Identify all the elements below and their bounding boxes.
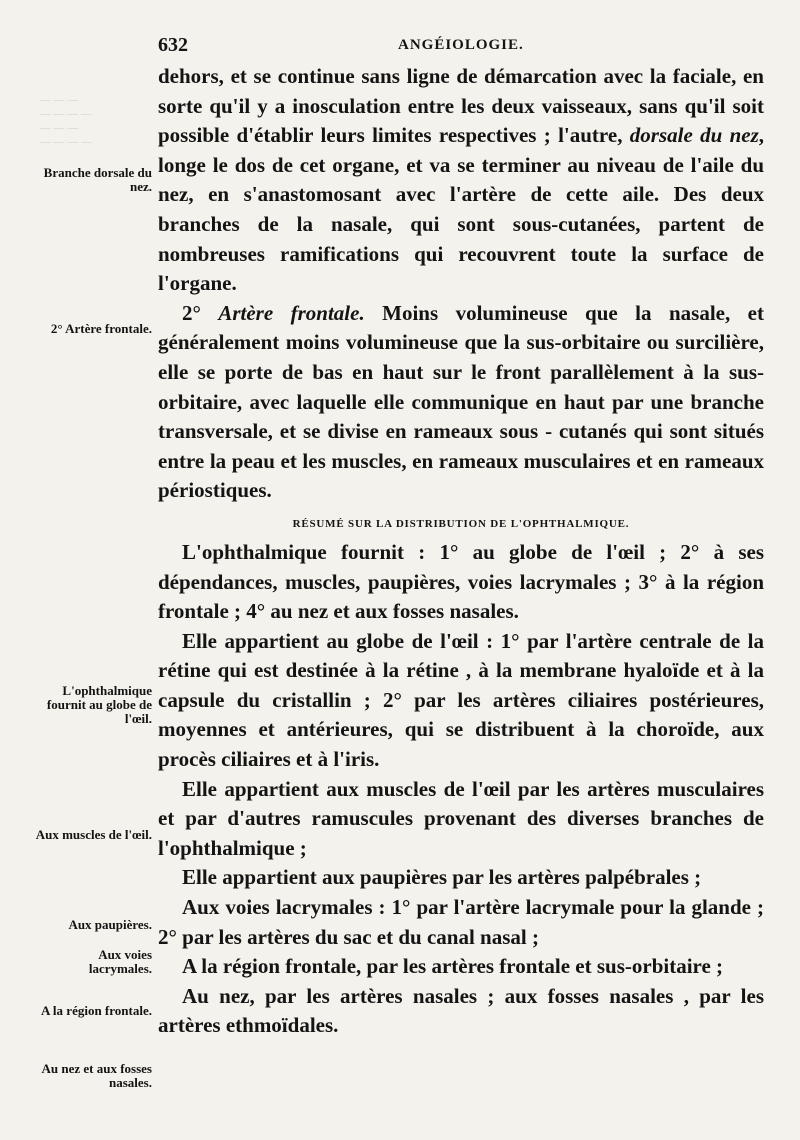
main-text xyxy=(158,62,764,1041)
paragraph-region-frontale: A la région frontale, par les artères frontale et sus-orbitaire ; xyxy=(182,954,724,979)
margin-note-region-frontale: A la région frontale. xyxy=(41,1003,152,1018)
running-head: ANGÉIOLOGIE. xyxy=(398,37,524,53)
paragraph-lacrymales: Aux voies lacrymales : 1° par l'artère lacrymale pour la glande ; 2° par les artères du sac et du canal nasal ; xyxy=(158,895,764,949)
margin-note-frontale: 2° Artère frontale. xyxy=(50,321,152,336)
italic-term: dorsale du nez xyxy=(629,123,759,148)
paragraph-paupieres: Elle appartient aux paupières par les artères palpébrales ; xyxy=(182,865,702,890)
margin-note-lacrymales: Aux voies lacrymales. xyxy=(88,947,152,976)
margin-note-dorsale: Branche dorsale du nez. xyxy=(43,165,152,194)
text-run: Moins volumineuse que la nasale, et généralement moins volumineuse que la sus-orbitaire ou surcilière, elle se porte de bas en haut sur le front parallèlement à la sus-orbitaire, avec laquelle elle communique en haut par une branche transversale, et se divise en rameaux sous - cutanés qui sont situés entre la peau et les muscles, en rameaux musculaires et en rameaux périostiques. xyxy=(158,300,764,503)
paragraph-nasale xyxy=(158,62,764,299)
paragraph-fournit: L'ophthalmique fournit : 1° au globe de l'œil ; 2° à ses dépendances, muscles, paupières, voies lacrymales ; 3° à la région frontale ; 4° au nez et aux fosses nasales. xyxy=(158,539,764,624)
paragraph-frontale xyxy=(158,299,764,506)
page-number: 632 xyxy=(158,34,188,56)
paragraph-nez: Au nez, par les artères nasales ; aux fosses nasales , par les artères ethmoïdales. xyxy=(158,983,764,1038)
text-run: 2° xyxy=(182,300,219,325)
margin-note-paupieres: Aux paupières. xyxy=(68,917,152,932)
section-title: RÉSUMÉ SUR LA DISTRIBUTION DE L'OPHTHALMIQUE. xyxy=(292,517,630,530)
bleed-through-text: — — — — — — — — — — — — — — xyxy=(40,92,92,148)
margin-note-globe: L'ophthalmique fournit au globe de l'œil. xyxy=(46,683,152,726)
text-run: , longe le dos de cet organe, et va se terminer au niveau de l'aile du nez, en s'anastomosant avec l'artère de cette aile. Des deux branches de la nasale, qui sont sous-cutanées, partent de nombreuses ramifications qui recouvrent toute la surface de l'organe. xyxy=(158,123,764,296)
paragraph-muscles: Elle appartient aux muscles de l'œil par les artères musculaires et par d'autres ramuscules provenant des diverses branches de l'ophthalmique ; xyxy=(158,776,764,860)
margin-note-nez: Au nez et aux fosses nasales. xyxy=(41,1061,152,1090)
text-run: dehors, et se continue sans ligne de démarcation avec la faciale, en sorte qu'il y a inosculation entre les deux vaisseaux, sans qu'il soit possible d'établir leurs limites respectives ; l'autre, xyxy=(158,64,764,148)
italic-term: Artère frontale. xyxy=(218,300,365,325)
page-header xyxy=(158,34,758,58)
margin-note-muscles: Aux muscles de l'œil. xyxy=(35,827,152,842)
paragraph-globe: Elle appartient au globe de l'œil : 1° par l'artère centrale de la rétine qui est destinée à la rétine , à la membrane hyaloïde et à la capsule du cristallin ; 2° par les artères ciliaires postérieures, moyennes et antérieures, qui se distribuent à la choroïde, aux procès ciliaires et à l'iris. xyxy=(158,628,764,772)
